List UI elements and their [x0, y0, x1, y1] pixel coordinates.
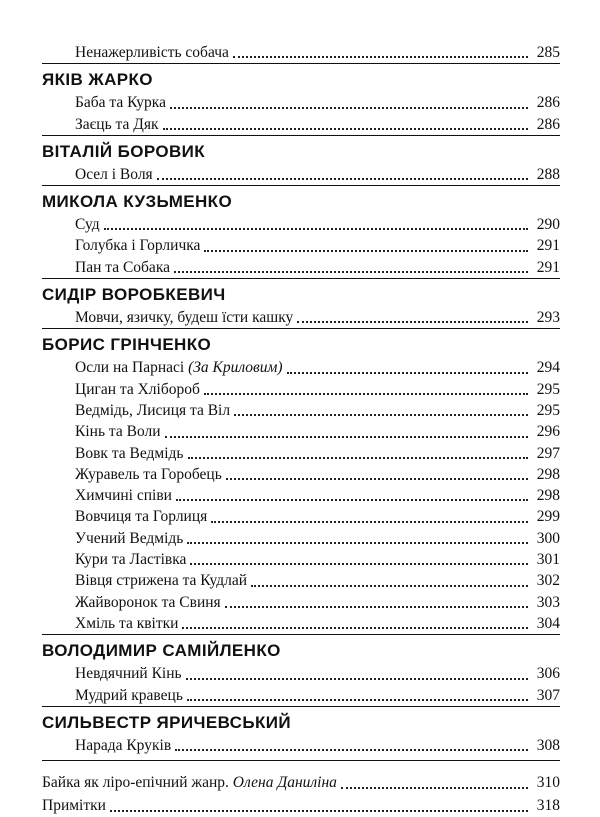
section-divider	[42, 328, 560, 329]
entry-title-text: Вовк та Ведмідь	[75, 444, 184, 462]
entry-note: Олена Даниліна	[232, 774, 337, 792]
entry-note: (За Криловим)	[188, 359, 283, 377]
toc-entry[interactable]	[42, 592, 560, 613]
entry-title	[75, 592, 221, 613]
entry-title	[75, 400, 230, 421]
entry-title-text: Ненажерливість собача	[75, 44, 229, 61]
entry-title	[75, 528, 183, 549]
section-divider	[42, 760, 560, 761]
entry-title	[75, 42, 229, 63]
entry-title-text: Хміль та квітки	[75, 614, 179, 632]
entry-title	[75, 464, 222, 485]
dot-leader	[225, 605, 528, 608]
page-number: 307	[536, 686, 560, 704]
dot-leader	[226, 477, 528, 480]
entry-title-text: Учений Ведмідь	[75, 529, 184, 547]
page-number: 299	[536, 508, 560, 526]
entry-title	[42, 771, 337, 794]
entry-title-text: Журавель та Горобець	[75, 465, 222, 483]
entry-title	[75, 613, 178, 634]
author-heading: СИЛЬВЕСТР ЯРИЧЕВСЬКИЙ	[42, 712, 291, 732]
table-of-contents	[42, 42, 560, 817]
dot-leader	[175, 748, 528, 751]
dot-leader	[176, 498, 528, 501]
page-number: 286	[536, 94, 560, 112]
dot-leader	[187, 541, 528, 544]
page-number: 291	[536, 237, 560, 255]
entry-title-text: Осли на Парнасі	[75, 359, 185, 377]
page-number: 297	[536, 444, 560, 462]
page-number: 295	[536, 380, 560, 398]
author-heading: МИКОЛА КУЗЬМЕНКО	[42, 192, 233, 212]
entry-title	[75, 663, 182, 684]
toc-entry[interactable]	[42, 214, 560, 235]
entry-title-text: Невдячний Кінь	[75, 665, 182, 683]
entry-title-text: Ведмідь, Лисиця та Віл	[75, 401, 231, 419]
toc-entry[interactable]	[42, 506, 560, 527]
entry-title-text: Вівця стрижена та Кудлай	[75, 572, 248, 590]
entry-title	[75, 685, 183, 706]
toc-entry[interactable]	[42, 549, 560, 570]
author-heading: БОРИС ГРІНЧЕНКО	[42, 335, 212, 355]
toc-entry[interactable]	[42, 400, 560, 421]
toc-entry[interactable]	[42, 443, 560, 464]
toc-entry[interactable]	[42, 570, 560, 591]
dot-leader	[211, 520, 528, 523]
entry-title-text: Циган та Хлібороб	[75, 380, 200, 398]
toc-entry[interactable]	[42, 257, 560, 278]
dot-leader	[341, 786, 528, 789]
dot-leader	[182, 626, 528, 629]
section-divider	[42, 63, 560, 64]
page-number: 285	[536, 44, 560, 61]
entry-title-text: Мудрий кравець	[75, 686, 183, 704]
page-number: 302	[536, 572, 560, 590]
entry-title-text: Мовчи, язичку, будеш їсти кашку	[75, 309, 294, 327]
page-number: 300	[536, 529, 560, 547]
dot-leader	[190, 562, 528, 565]
entry-title-text: Жайворонок та Свиня	[75, 593, 221, 611]
entry-title	[75, 235, 200, 256]
page-number: 308	[536, 736, 560, 754]
entry-title-text: Пан та Собака	[75, 258, 170, 276]
entry-title-text: Кури та Ластівка	[75, 551, 187, 569]
dot-leader	[204, 392, 528, 395]
toc-entry[interactable]	[42, 307, 560, 328]
toc-entry[interactable]	[42, 794, 560, 817]
entry-title	[75, 443, 184, 464]
entry-title	[42, 794, 106, 817]
dot-leader	[187, 698, 528, 701]
page-number: 293	[536, 309, 560, 327]
page-number: 290	[536, 216, 560, 234]
page-number: 294	[536, 359, 560, 377]
toc-entry[interactable]	[42, 771, 560, 794]
toc-entry[interactable]	[42, 164, 560, 185]
page-number: 304	[536, 614, 560, 632]
entry-title-text: Примітки	[42, 797, 106, 815]
dot-leader	[233, 55, 528, 58]
section-divider	[42, 185, 560, 186]
toc-entry[interactable]	[42, 235, 560, 256]
entry-title	[75, 307, 293, 328]
author-heading: СИДІР ВОРОБКЕВИЧ	[42, 285, 226, 305]
entry-title-text: Баба та Курка	[75, 94, 166, 112]
dot-leader	[204, 249, 528, 252]
dot-leader	[165, 435, 528, 438]
page-number: 296	[536, 423, 560, 441]
toc-entry[interactable]	[42, 663, 560, 684]
page-number: 318	[536, 797, 560, 815]
entry-title-text: Осел і Воля	[75, 165, 153, 183]
page-number: 298	[536, 465, 560, 483]
toc-entry[interactable]	[42, 42, 560, 63]
page-number: 310	[536, 774, 560, 792]
entry-title-text: Суд	[75, 216, 100, 234]
dot-leader	[297, 320, 528, 323]
dot-leader	[110, 809, 528, 812]
author-heading: ВОЛОДИМИР САМІЙЛЕНКО	[42, 641, 281, 661]
entry-title-text: Вовчиця та Горлиця	[75, 508, 208, 526]
dot-leader	[234, 413, 528, 416]
entry-title	[75, 506, 207, 527]
page-number: 291	[536, 258, 560, 276]
dot-leader	[186, 677, 528, 680]
entry-title-text: Заєць та Дяк	[75, 115, 159, 133]
page-number: 298	[536, 487, 560, 505]
page-number: 288	[536, 165, 560, 183]
toc-entry[interactable]	[42, 357, 560, 378]
section-divider	[42, 135, 560, 136]
toc-entry[interactable]	[42, 528, 560, 549]
entry-title	[75, 549, 186, 570]
toc-entry[interactable]	[42, 485, 560, 506]
page-number: 295	[536, 401, 560, 419]
entry-title	[75, 164, 153, 185]
dot-leader	[174, 270, 528, 273]
entry-title-text: Нарада Круків	[75, 736, 172, 754]
entry-title-text: Байка як ліро-епічний жанр.	[42, 774, 229, 792]
dot-leader	[251, 584, 528, 587]
dot-leader	[188, 456, 529, 459]
entry-title	[75, 214, 100, 235]
page-number: 301	[536, 551, 560, 569]
author-heading: ЯКІВ ЖАРКО	[42, 70, 153, 90]
final-entries	[42, 771, 560, 817]
entry-title	[75, 421, 161, 442]
author-heading: ВІТАЛІЙ БОРОВИК	[42, 141, 206, 161]
section-divider	[42, 706, 560, 707]
toc-entry[interactable]	[42, 685, 560, 706]
toc-entry[interactable]	[42, 379, 560, 400]
entry-title	[75, 257, 170, 278]
entry-title-text: Химчині співи	[75, 487, 172, 505]
toc-entry[interactable]	[42, 92, 560, 113]
section-divider	[42, 278, 560, 279]
page-number: 306	[536, 665, 560, 683]
dot-leader	[287, 371, 528, 374]
dot-leader	[157, 177, 528, 180]
entry-title-text: Голубка і Горличка	[75, 237, 201, 255]
entry-title	[75, 379, 200, 400]
page-number: 303	[536, 593, 560, 611]
toc-entry[interactable]	[42, 613, 560, 634]
dot-leader	[170, 106, 528, 109]
page-number: 286	[536, 115, 560, 133]
entry-title	[75, 485, 172, 506]
toc-entry[interactable]	[42, 421, 560, 442]
entry-title	[75, 357, 283, 378]
toc-entry[interactable]	[42, 114, 560, 135]
entry-title-text: Кінь та Воли	[75, 423, 161, 441]
dot-leader	[163, 127, 529, 130]
entry-title	[75, 92, 166, 113]
section-divider	[42, 634, 560, 635]
entry-title	[75, 570, 247, 591]
entry-title	[75, 114, 159, 135]
toc-entry[interactable]	[42, 464, 560, 485]
dot-leader	[104, 227, 528, 230]
